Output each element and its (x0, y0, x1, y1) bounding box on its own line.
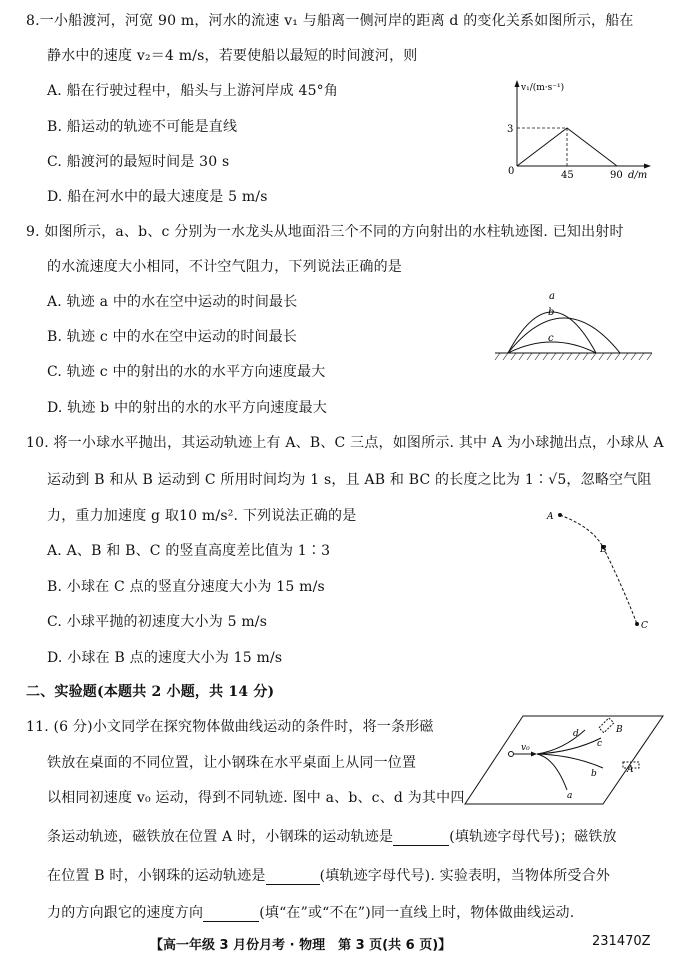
q11-label-b: b (591, 769, 597, 779)
q10-option-a: A. A、B 和 B、C 的竖直高度差比值为 1∶3 (47, 543, 331, 559)
q11-table-surface (465, 716, 663, 804)
q11-answer-blank-2[interactable] (266, 870, 320, 885)
q9-label-c: c (548, 333, 554, 344)
q11-trajectory-a (537, 754, 567, 790)
q8-velocity-graph (495, 78, 655, 182)
q11-label-c: c (597, 739, 603, 749)
q8-xlabel: d/m (628, 170, 648, 181)
footer-title: 【高一年级 3 月份月考 · 物理 第 3 页(共 6 页)】 (150, 938, 452, 953)
q11-line5 (47, 867, 610, 885)
q11-line5-text-a: 在位置 B 时，小钢珠的运动轨迹是 (47, 868, 266, 884)
q11-line4-text-b: (填轨迹字母代号)；磁铁放 (449, 829, 617, 845)
q9-label-b: b (548, 307, 555, 318)
q11-line5-text-b: (填轨迹字母代号). 实验表明，当物体所受合外 (319, 868, 611, 884)
q9-trajectory-figure (490, 285, 660, 370)
q11-magnet-b (599, 718, 614, 733)
q11-line3: 以相同初速度 v₀ 运动，得到不同轨迹. 图中 a、b、c、d 为其中四 (47, 790, 465, 806)
q11-line6 (47, 904, 574, 922)
q10-option-d: D. 小球在 B 点的速度大小为 15 m/s (47, 650, 283, 666)
q10-label-a: A (547, 512, 554, 522)
q8-y-tick: 3 (507, 124, 514, 135)
q11-v0-arrowhead (531, 752, 537, 757)
q11-line4 (47, 828, 617, 846)
q8-stem-line1: 8.一小船渡河，河宽 90 m，河水的流速 v₁ 与船离一侧河岸的距离 d 的变化关系如图所示，船在 (26, 13, 634, 29)
q10-stem-line2: 运动到 B 和从 B 运动到 C 所用时间均为 1 s，且 AB 和 BC 的长度之比为 1∶√5，忽略空气阻 (47, 472, 652, 488)
q9-stem-line1: 9. 如图所示，a、b、c 分别为一水龙头从地面沿三个不同的方向射出的水柱轨迹图. 已知出射时 (26, 224, 624, 240)
q8-option-b: B. 船运动的轨迹不可能是直线 (47, 119, 238, 135)
footer-code: 231470Z (592, 934, 651, 949)
q11-position-b: B (616, 725, 623, 735)
q10-label-b: B (600, 545, 607, 555)
q8-stem-line2: 静水中的速度 v₂＝4 m/s，若要使船以最短的时间渡河，则 (47, 48, 418, 64)
q11-line6-text-b: (填“在”或“不在”)同一直线上时，物体做曲线运动. (259, 905, 575, 921)
q11-line1: 11. (6 分)小文同学在探究物体做曲线运动的条件时，将一条形磁 (26, 719, 434, 735)
q10-point-a (558, 513, 562, 517)
q10-trajectory-path (560, 515, 637, 624)
q11-label-d: d (573, 729, 579, 739)
q9-trajectory-b (508, 318, 620, 353)
q10-stem-line1: 10. 将一小球水平抛出，其运动轨迹上有 A、B、C 三点，如图所示. 其中 A 为小球抛出点，小球从 A (26, 435, 664, 451)
q11-label-a: a (567, 791, 573, 801)
q9-label-a: a (549, 291, 555, 302)
q8-option-a: A. 船在行驶过程中，船头与上游河岸成 45°角 (47, 83, 339, 99)
q11-v0-label: v₀ (521, 743, 530, 753)
q11-steel-ball (509, 752, 514, 757)
q8-x-tick-45: 45 (561, 170, 574, 181)
q11-trajectory-b (537, 754, 603, 768)
q11-position-a: A (627, 765, 634, 775)
q8-x-tick-90: 90 (610, 170, 623, 181)
q11-magnet-figure (463, 710, 668, 810)
q9-option-a: A. 轨迹 a 中的水在空中运动的时间最长 (47, 294, 298, 310)
q10-option-b: B. 小球在 C 点的竖直分速度大小为 15 m/s (47, 579, 325, 595)
q11-line4-text-a: 条运动轨迹，磁铁放在位置 A 时，小钢珠的运动轨迹是 (47, 829, 394, 845)
q9-option-b: B. 轨迹 c 中的水在空中运动的时间最长 (47, 329, 298, 345)
q11-answer-blank-3[interactable] (203, 907, 259, 922)
q10-label-c: C (641, 621, 648, 631)
q8-x-arrow (644, 164, 651, 169)
q9-option-d: D. 轨迹 b 中的射出的水的水平方向速度最大 (47, 400, 328, 416)
q10-trajectory-figure (540, 505, 660, 635)
q10-point-c (635, 622, 639, 626)
q8-y-arrow (515, 80, 520, 87)
q8-option-c: C. 船渡河的最短时间是 30 s (47, 154, 230, 170)
q9-stem-line2: 的水流速度大小相同，不计空气阻力，下列说法正确的是 (47, 259, 402, 275)
q8-option-d: D. 船在河水中的最大速度是 5 m/s (47, 189, 268, 205)
q9-ground-hatch (495, 353, 652, 360)
q9-option-c: C. 轨迹 c 中的射出的水的水平方向速度最大 (47, 364, 326, 380)
q11-line2: 铁放在桌面的不同位置，让小钢珠在水平桌面上从同一位置 (47, 755, 417, 771)
q8-ylabel: v₁/(m·s⁻¹) (521, 83, 565, 93)
q10-option-c: C. 小球平抛的初速度大小为 5 m/s (47, 614, 268, 630)
q8-origin: 0 (508, 166, 515, 177)
section-2-heading: 二、实验题(本题共 2 小题，共 14 分) (26, 684, 275, 700)
q10-stem-line3: 力，重力加速度 g 取10 m/s². 下列说法正确的是 (47, 508, 357, 524)
q11-answer-blank-1[interactable] (393, 831, 449, 846)
q11-line6-text-a: 力的方向跟它的速度方向 (47, 905, 204, 921)
